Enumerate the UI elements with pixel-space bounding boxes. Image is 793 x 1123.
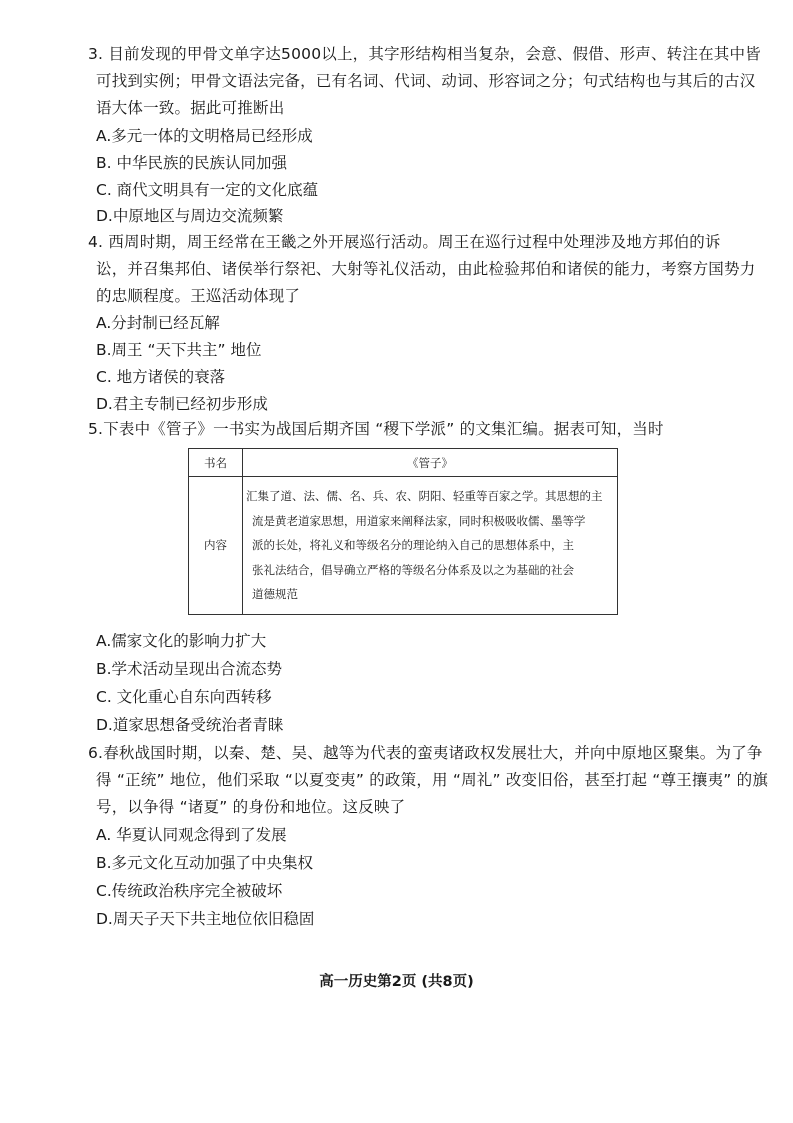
question-4-option-b[interactable]: B.周王 “天下共主” 地位 bbox=[96, 341, 262, 359]
question-3-line-2: 可找到实例；甲骨文语法完备，已有名词、代词、动词、形容词之分；句式结构也与其后的古汉 bbox=[96, 72, 756, 90]
table-content-line: 张礼法结合，倡导确立严格的等级名分体系及以之为基础的社会 bbox=[252, 562, 574, 577]
question-3-option-a[interactable]: A.多元一体的文明格局已经形成 bbox=[96, 127, 313, 145]
question-6-line-1: 6.春秋战国时期，以秦、楚、吴、越等为代表的蛮夷诸政权发展壮大，并向中原地区聚集。为了争 bbox=[88, 744, 763, 762]
question-3-line-3: 语大体一致。据此可推断出 bbox=[96, 99, 285, 117]
question-5-option-c[interactable]: C. 文化重心自东向西转移 bbox=[96, 688, 272, 706]
question-3-option-c[interactable]: C. 商代文明具有一定的文化底蕴 bbox=[96, 181, 319, 199]
source-table bbox=[188, 448, 618, 615]
page-footer: 高一历史第2页 (共8页) bbox=[319, 974, 474, 990]
table-row-label: 内容 bbox=[189, 477, 243, 615]
question-4-option-c[interactable]: C. 地方诸侯的衰落 bbox=[96, 368, 226, 386]
question-3-line-1: 3. 目前发现的甲骨文单字达5000以上，其字形结构相当复杂，会意、假借、形声、转注在其中皆 bbox=[88, 45, 761, 63]
table-content-cell bbox=[243, 477, 618, 615]
question-5-option-b[interactable]: B.学术活动呈现出合流态势 bbox=[96, 660, 283, 678]
question-5-line-1: 5.下表中《管子》一书实为战国后期齐国 “稷下学派” 的文集汇编。据表可知，当时 bbox=[88, 420, 664, 438]
question-6-option-d[interactable]: D.周天子天下共主地位依旧稳固 bbox=[96, 910, 315, 928]
question-3-option-b[interactable]: B. 中华民族的民族认同加强 bbox=[96, 154, 287, 172]
question-6-line-3: 号，以争得 “诸夏” 的身份和地位。这反映了 bbox=[96, 798, 406, 816]
question-4-line-2: 讼，并召集邦伯、诸侯举行祭祀、大射等礼仪活动，由此检验邦伯和诸侯的能力，考察方国势力 bbox=[96, 260, 756, 278]
question-3-option-d[interactable]: D.中原地区与周边交流频繁 bbox=[96, 207, 284, 225]
table-content-line: 派的长处，将礼义和等级名分的理论纳入自己的思想体系中，主 bbox=[252, 538, 574, 552]
table-content-line: 道德规范 bbox=[252, 587, 298, 601]
table-header-title: 《管子》 bbox=[243, 449, 618, 477]
question-6-line-2: 得 “正统” 地位，他们采取 “以夏变夷” 的政策，用 “周礼” 改变旧俗，甚至打起 “尊王攘夷” 的旗 bbox=[96, 771, 769, 789]
question-4-line-3: 的忠顺程度。王巡活动体现了 bbox=[96, 287, 301, 305]
table-content-line: 汇集了道、法、儒、名、兵、农、阴阳、轻重等百家之学。其思想的主 bbox=[246, 489, 603, 503]
question-4-line-1: 4. 西周时期，周王经常在王畿之外开展巡行活动。周王在巡行过程中处理涉及地方邦伯的诉 bbox=[88, 233, 721, 251]
table-header-row bbox=[189, 449, 618, 477]
question-6-option-a[interactable]: A. 华夏认同观念得到了发展 bbox=[96, 826, 287, 844]
table-content-row bbox=[189, 477, 618, 615]
question-4-option-a[interactable]: A.分封制已经瓦解 bbox=[96, 314, 220, 332]
table-header-book: 书名 bbox=[189, 449, 243, 477]
question-6-option-b[interactable]: B.多元文化互动加强了中央集权 bbox=[96, 854, 314, 872]
question-5-option-d[interactable]: D.道家思想备受统治者青睐 bbox=[96, 716, 284, 734]
question-4-option-d[interactable]: D.君主专制已经初步形成 bbox=[96, 395, 268, 413]
question-6-option-c[interactable]: C.传统政治秩序完全被破坏 bbox=[96, 882, 283, 900]
table-content-line: 流是黄老道家思想，用道家来阐释法家，同时积极吸收儒、墨等学 bbox=[252, 513, 586, 528]
question-5-option-a[interactable]: A.儒家文化的影响力扩大 bbox=[96, 632, 267, 650]
